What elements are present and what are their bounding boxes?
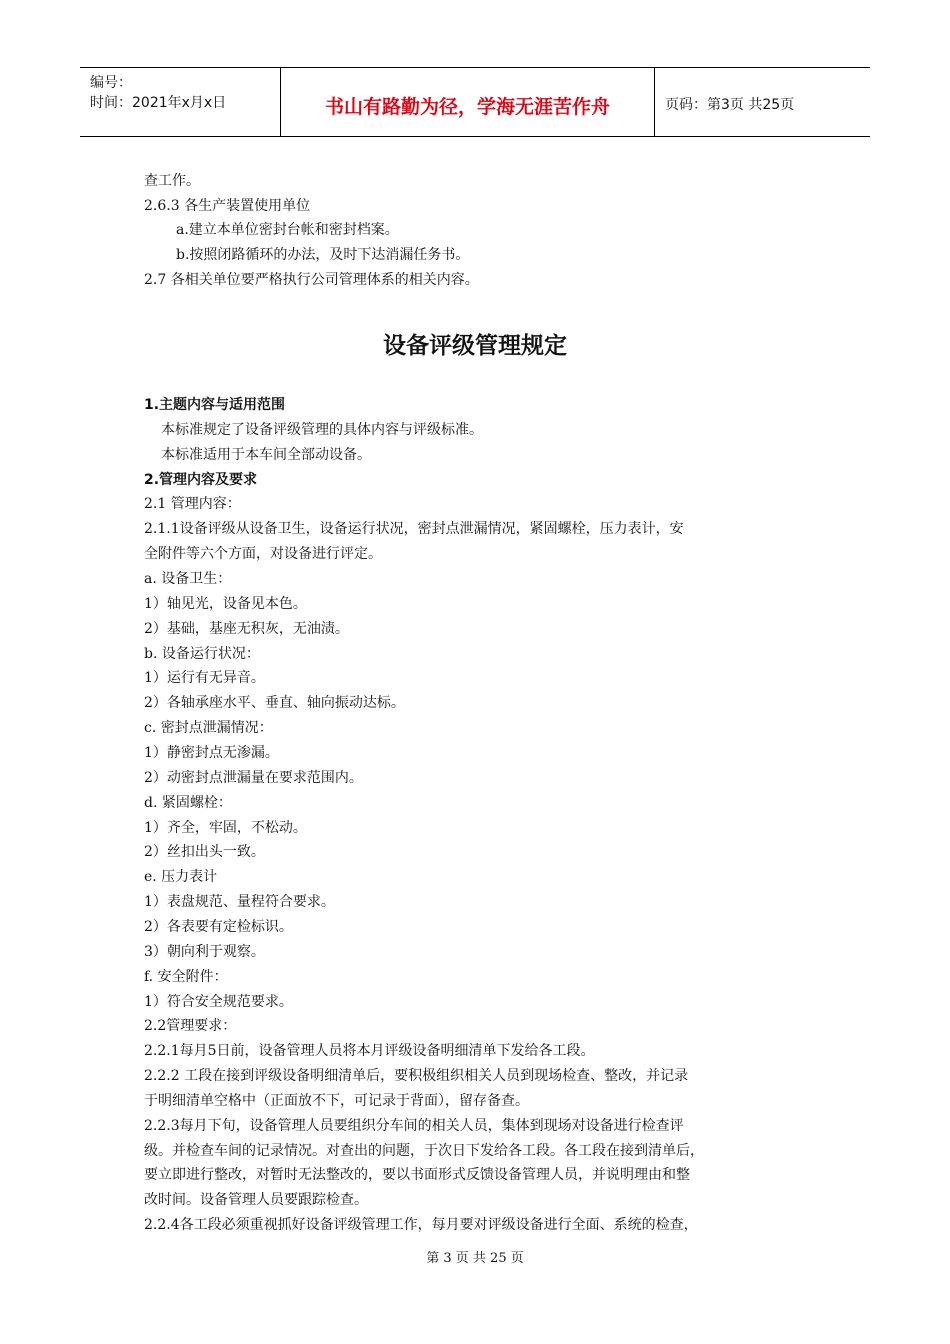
header-motto-cell: [281, 68, 655, 136]
text-line: 2）各表要有定检标识。: [144, 919, 293, 935]
text-line: 查工作。: [144, 173, 200, 189]
text-line: 2.2.4各工段必须重视抓好设备评级管理工作，每月要对评级设备进行全面、系统的检查，: [144, 1217, 698, 1233]
text-line: a.建立本单位密封台帐和密封档案。: [176, 222, 399, 238]
text-line: 全附件等六个方面，对设备进行评定。: [144, 546, 382, 562]
text-line: b.按照闭路循环的办法，及时下达消漏任务书。: [176, 247, 470, 263]
text-line: 2.2.1每月5日前，设备管理人员将本月评级设备明细清单下发给各工段。: [144, 1043, 595, 1059]
section-heading: 2.管理内容及要求: [144, 472, 258, 488]
header-page-info: 页码：第3页 共25页: [665, 97, 795, 113]
text-line: 2.1 管理内容：: [144, 496, 241, 512]
text-line: 本标准适用于本车间全部动设备。: [161, 447, 371, 463]
text-line: e. 压力表计: [144, 869, 218, 885]
text-line: 2）各轴承座水平、垂直、轴向振动达标。: [144, 695, 405, 711]
text-line: 2.1.1设备评级从设备卫生，设备运行状况，密封点泄漏情况，紧固螺栓，压力表计，安: [144, 521, 684, 537]
text-line: 1）静密封点无渗漏。: [144, 745, 279, 761]
text-line: 2）丝扣出头一致。: [144, 844, 265, 860]
text-line: 1）符合安全规范要求。: [144, 994, 293, 1010]
text-line: d. 紧固螺栓：: [144, 795, 232, 811]
page-footer: 第 3 页 共 25 页: [426, 1251, 524, 1266]
page-header: [80, 67, 870, 137]
header-meta-cell: [80, 68, 281, 136]
text-line: 改时间。设备管理人员要跟踪检查。: [144, 1192, 368, 1208]
text-line: 2.2.3每月下旬，设备管理人员要组织分车间的相关人员，集体到现场对设备进行检查评: [144, 1118, 684, 1134]
text-line: 级。并检查车间的记录情况。对查出的问题，于次日下发给各工段。各工段在接到清单后，: [144, 1143, 704, 1159]
text-line: 2）动密封点泄漏量在要求范围内。: [144, 770, 363, 786]
text-line: 1）表盘规范、量程符合要求。: [144, 894, 335, 910]
text-line: 于明细清单空格中（正面放不下，可记录于背面），留存备查。: [144, 1093, 529, 1109]
text-line: 1）齐全，牢固，不松动。: [144, 820, 307, 836]
document-number-label: 编号：: [90, 75, 132, 91]
text-line: c. 密封点泄漏情况：: [144, 720, 273, 736]
text-line: 1）轴见光，设备见本色。: [144, 596, 307, 612]
text-line: 2.2管理要求：: [144, 1018, 237, 1034]
text-line: 2.2.2 工段在接到评级设备明细清单后，要积极组织相关人员到现场检查、整改，并记录: [144, 1068, 689, 1084]
document-date: 时间：2021年x月x日: [90, 95, 227, 111]
text-line: a. 设备卫生：: [144, 571, 232, 587]
section-heading: 1.主题内容与适用范围: [144, 397, 286, 413]
text-line: 要立即进行整改，对暂时无法整改的，要以书面形式反馈设备管理人员，并说明理由和整: [144, 1167, 690, 1183]
text-line: b. 设备运行状况：: [144, 646, 260, 662]
text-line: 2.7 各相关单位要严格执行公司管理体系的相关内容。: [144, 272, 479, 288]
text-line: 1）运行有无异音。: [144, 670, 265, 686]
header-page-cell: [655, 68, 870, 136]
header-motto: 书山有路勤为径，学海无涯苦作舟: [324, 96, 610, 118]
text-line: 2.6.3 各生产装置使用单位: [144, 198, 311, 214]
text-line: 2）基础，基座无积灰，无油渍。: [144, 621, 349, 637]
page-title: 设备评级管理规定: [383, 333, 567, 359]
text-line: 本标准规定了设备评级管理的具体内容与评级标准。: [161, 422, 483, 438]
text-line: f. 安全附件：: [144, 969, 228, 985]
text-line: 3）朝向利于观察。: [144, 944, 265, 960]
